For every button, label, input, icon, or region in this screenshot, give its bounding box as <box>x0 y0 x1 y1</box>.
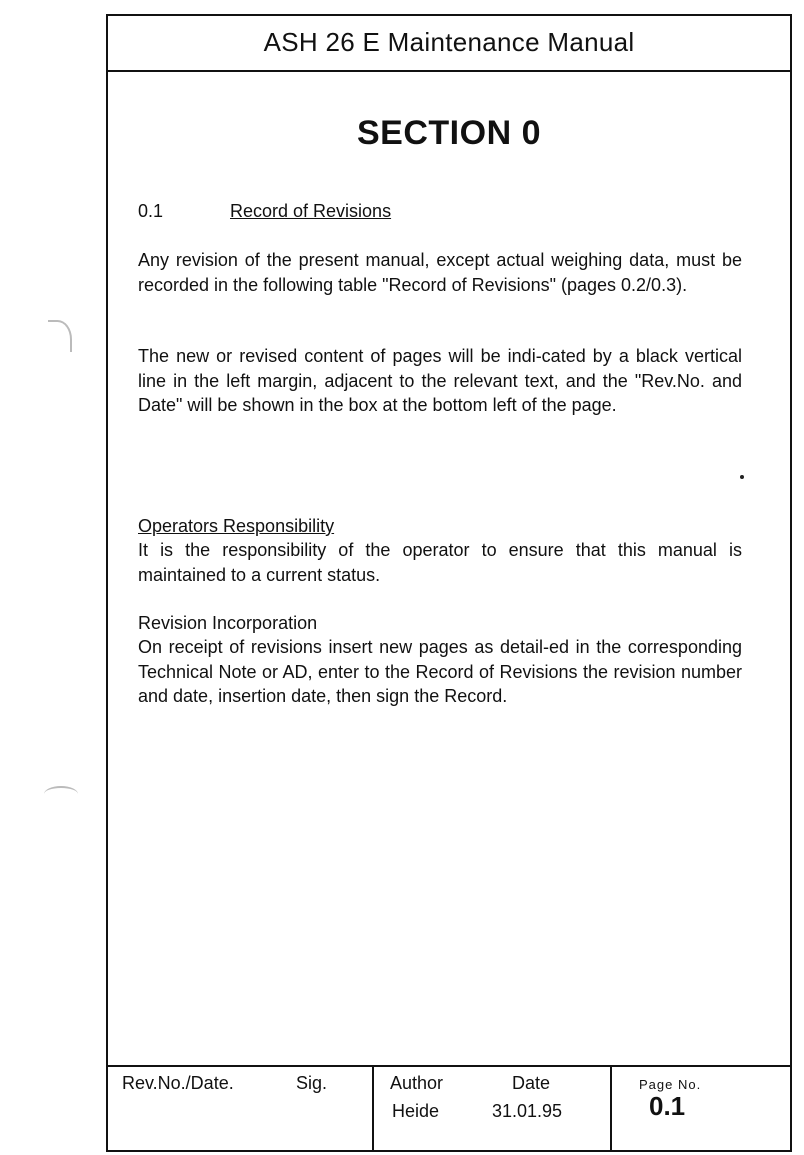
paragraph-operators: It is the responsibility of the operator to ensure that this manual is maintained to a current status. <box>138 540 742 585</box>
rev-no-date-label: Rev.No./Date. <box>122 1073 234 1093</box>
manual-title: ASH 26 E Maintenance Manual <box>263 27 635 57</box>
paragraph-revision-incorporation: On receipt of revisions insert new pages as detail-ed in the corresponding Technical Note or AD, enter to the Record of Revisions the revision number and date, insertion date, then sign the Record. <box>138 637 742 706</box>
revision-incorporation-heading: Revision Incorporation <box>138 613 318 633</box>
date-label: Date <box>512 1073 551 1093</box>
date-value: 31.01.95 <box>492 1101 563 1121</box>
page-header <box>108 16 790 72</box>
margin-punch-mark <box>44 786 78 802</box>
subsection-title: Record of Revisions <box>230 201 392 221</box>
page-no-label: Page No. <box>639 1077 702 1092</box>
author-label: Author <box>390 1073 444 1093</box>
sig-label: Sig. <box>296 1073 328 1093</box>
author-value: Heide <box>392 1101 440 1121</box>
paragraph-revision-marking: The new or revised content of pages will be indi-cated by a black vertical line in the left margin, adjacent to the relevant text, and the "Rev.No. and Date" will be shown in the box at the bottom left of the page. <box>138 346 742 415</box>
footer-revision-box <box>108 1067 374 1150</box>
stray-dot <box>740 475 744 479</box>
footer-author-box <box>374 1067 612 1150</box>
subsection-number: 0.1 <box>138 201 164 221</box>
page-frame <box>106 14 792 1152</box>
operators-heading: Operators Responsibility <box>138 516 335 536</box>
subsection-heading <box>138 201 391 222</box>
margin-punch-mark <box>48 320 72 352</box>
section-title: SECTION 0 <box>357 114 541 152</box>
footer-page-box <box>612 1067 790 1150</box>
page-no-value: 0.1 <box>649 1091 686 1121</box>
paragraph-revision-record: Any revision of the present manual, except actual weighing data, must be recorded in the following table "Record of Revisions" (pages 0.2/0.3). <box>138 250 742 295</box>
page-footer <box>108 1065 790 1150</box>
